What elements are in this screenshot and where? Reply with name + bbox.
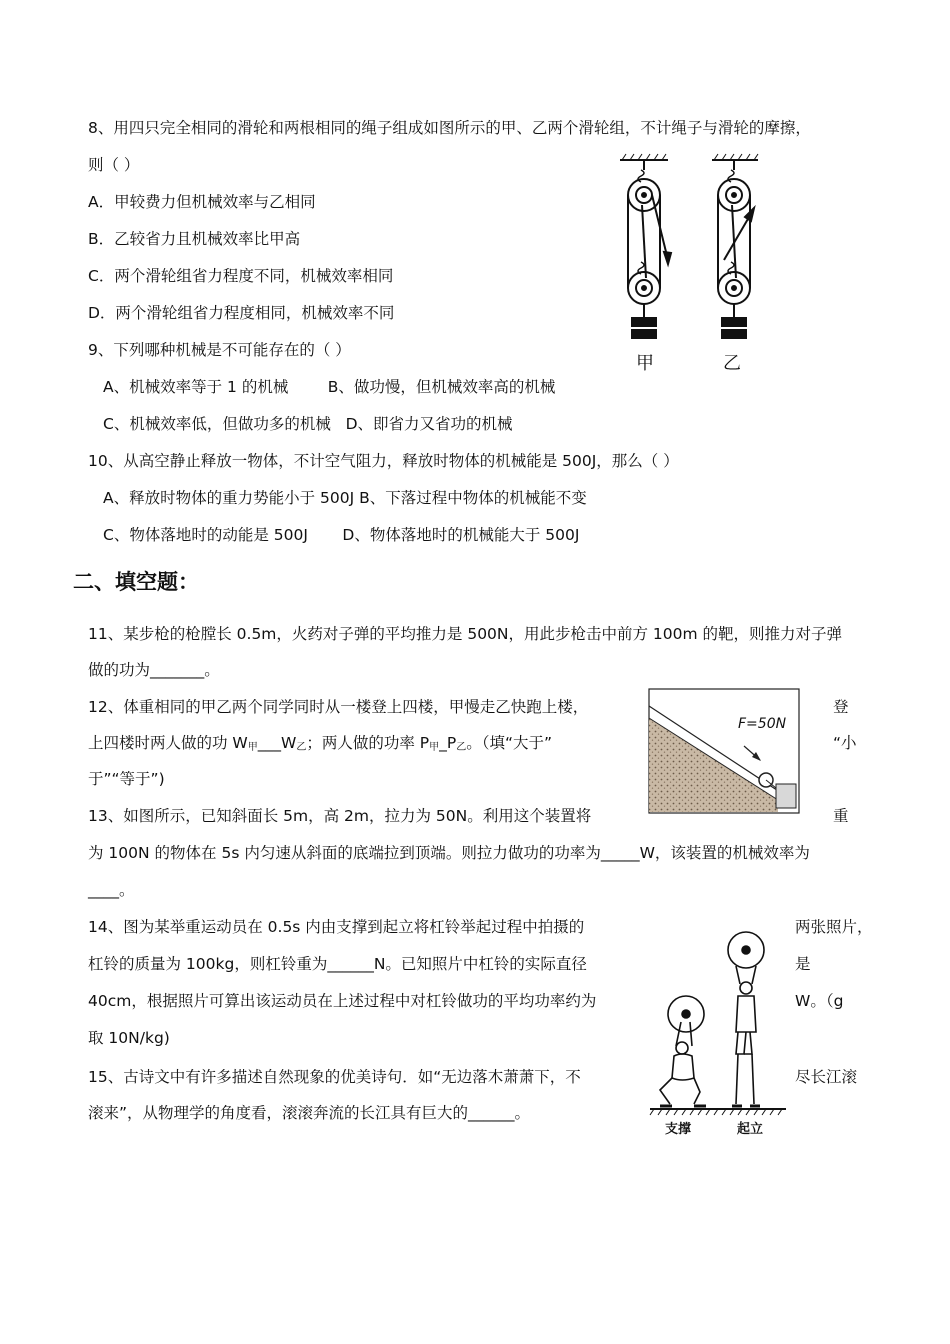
q12-line1-right: 登 bbox=[833, 698, 849, 716]
q14-line1: 14、图为某举重运动员在 0.5s 内由支撑到起立将杠铃举起过程中拍摄的 bbox=[88, 918, 585, 936]
weightlifter-figure bbox=[648, 922, 788, 1122]
incline-figure bbox=[648, 688, 800, 814]
q8-stem-line1: 8、用四只完全相同的滑轮和两根相同的绳子组成如图所示的甲、乙两个滑轮组，不计绳子与滑轮的摩擦， bbox=[88, 119, 811, 137]
q12-line3: 于”“等于”) bbox=[88, 770, 165, 788]
q12-line2-right: “小 bbox=[833, 734, 857, 752]
q9-options-row2: C、机械效率低，但做功多的机械 D、即省力又省功的机械 bbox=[103, 415, 513, 433]
q9-options-row1: A、机械效率等于 1 的机械 B、做功慢，但机械效率高的机械 bbox=[103, 378, 556, 396]
q14-line3: 40cm，根据照片可算出该运动员在上述过程中对杠铃做功的平均功率约为 bbox=[88, 992, 597, 1010]
q14-line2-right: 是 bbox=[795, 955, 811, 973]
q11-line1: 11、某步枪的枪膛长 0.5m，火药对子弹的平均推力是 500N，用此步枪击中前方 100m 的靶，则推力对子弹 bbox=[88, 625, 843, 643]
q12-line2: 上四楼时两人做的功 $W_甲\_\_\_W_乙$；两人做的功率 $P_甲\_P_乙$。（填“大于” bbox=[88, 734, 553, 753]
q14-line4: 取 10N/kg) bbox=[88, 1029, 170, 1047]
pulley-label-jia: 甲 bbox=[636, 353, 654, 374]
section-title: 二、填空题： bbox=[73, 570, 199, 594]
q9-stem: 9、下列哪种机械是不可能存在的（ ） bbox=[88, 341, 351, 359]
q8-stem-line2: 则（ ） bbox=[88, 156, 140, 174]
q10-options-row2: C、物体落地时的动能是 500J D、物体落地时的机械能大于 500J bbox=[103, 526, 580, 544]
pulley-label-yi: 乙 bbox=[723, 353, 741, 374]
pulley-figure bbox=[612, 150, 772, 380]
q8-option-d: D．两个滑轮组省力程度相同，机械效率不同 bbox=[88, 304, 395, 322]
q13-line1: 13、如图所示，已知斜面长 5m，高 2m，拉力为 50N。利用这个装置将 bbox=[88, 807, 592, 825]
q8-option-c: C．两个滑轮组省力程度不同，机械效率相同 bbox=[88, 267, 394, 285]
q12-line1: 12、体重相同的甲乙两个同学同时从一楼登上四楼，甲慢走乙快跑上楼， bbox=[88, 698, 589, 716]
q14-line3-right: W。（g bbox=[795, 992, 844, 1010]
q8-option-a: A．甲较费力但机械效率与乙相同 bbox=[88, 193, 316, 211]
q13-line2: 为 100N 的物体在 5s 内匀速从斜面的底端拉到顶端。则拉力做功的功率为_____W，该装置的机械效率为 bbox=[88, 844, 810, 862]
q10-options-row1: A、释放时物体的重力势能小于 500J B、下落过程中物体的机械能不变 bbox=[103, 489, 587, 507]
q15-line1-right: 尽长江滚 bbox=[795, 1068, 858, 1086]
q10-stem: 10、从高空静止释放一物体，不计空气阻力，释放时物体的机械能是 500J，那么（ ） bbox=[88, 452, 679, 470]
q14-line2: 杠铃的质量为 100kg，则杠铃重为______N。已知照片中杠铃的实际直径 bbox=[88, 955, 587, 973]
incline-force-label: F=50N bbox=[738, 716, 787, 732]
q13-line3: ____。 bbox=[88, 881, 135, 899]
weightlifter-label-stand: 起立 bbox=[737, 1122, 764, 1137]
q11-line2: 做的功为_______。 bbox=[88, 661, 220, 679]
q8-option-b: B．乙较省力且机械效率比甲高 bbox=[88, 230, 301, 248]
q14-line1-right: 两张照片， bbox=[795, 918, 873, 936]
q15-line2: 滚来”，从物理学的角度看，滚滚奔流的长江具有巨大的______。 bbox=[88, 1104, 531, 1122]
q13-line1-right: 重 bbox=[833, 807, 849, 825]
weightlifter-label-support: 支撑 bbox=[665, 1122, 692, 1137]
q15-line1: 15、古诗文中有许多描述自然现象的优美诗句．如“无边落木萧萧下，不 bbox=[88, 1068, 581, 1086]
